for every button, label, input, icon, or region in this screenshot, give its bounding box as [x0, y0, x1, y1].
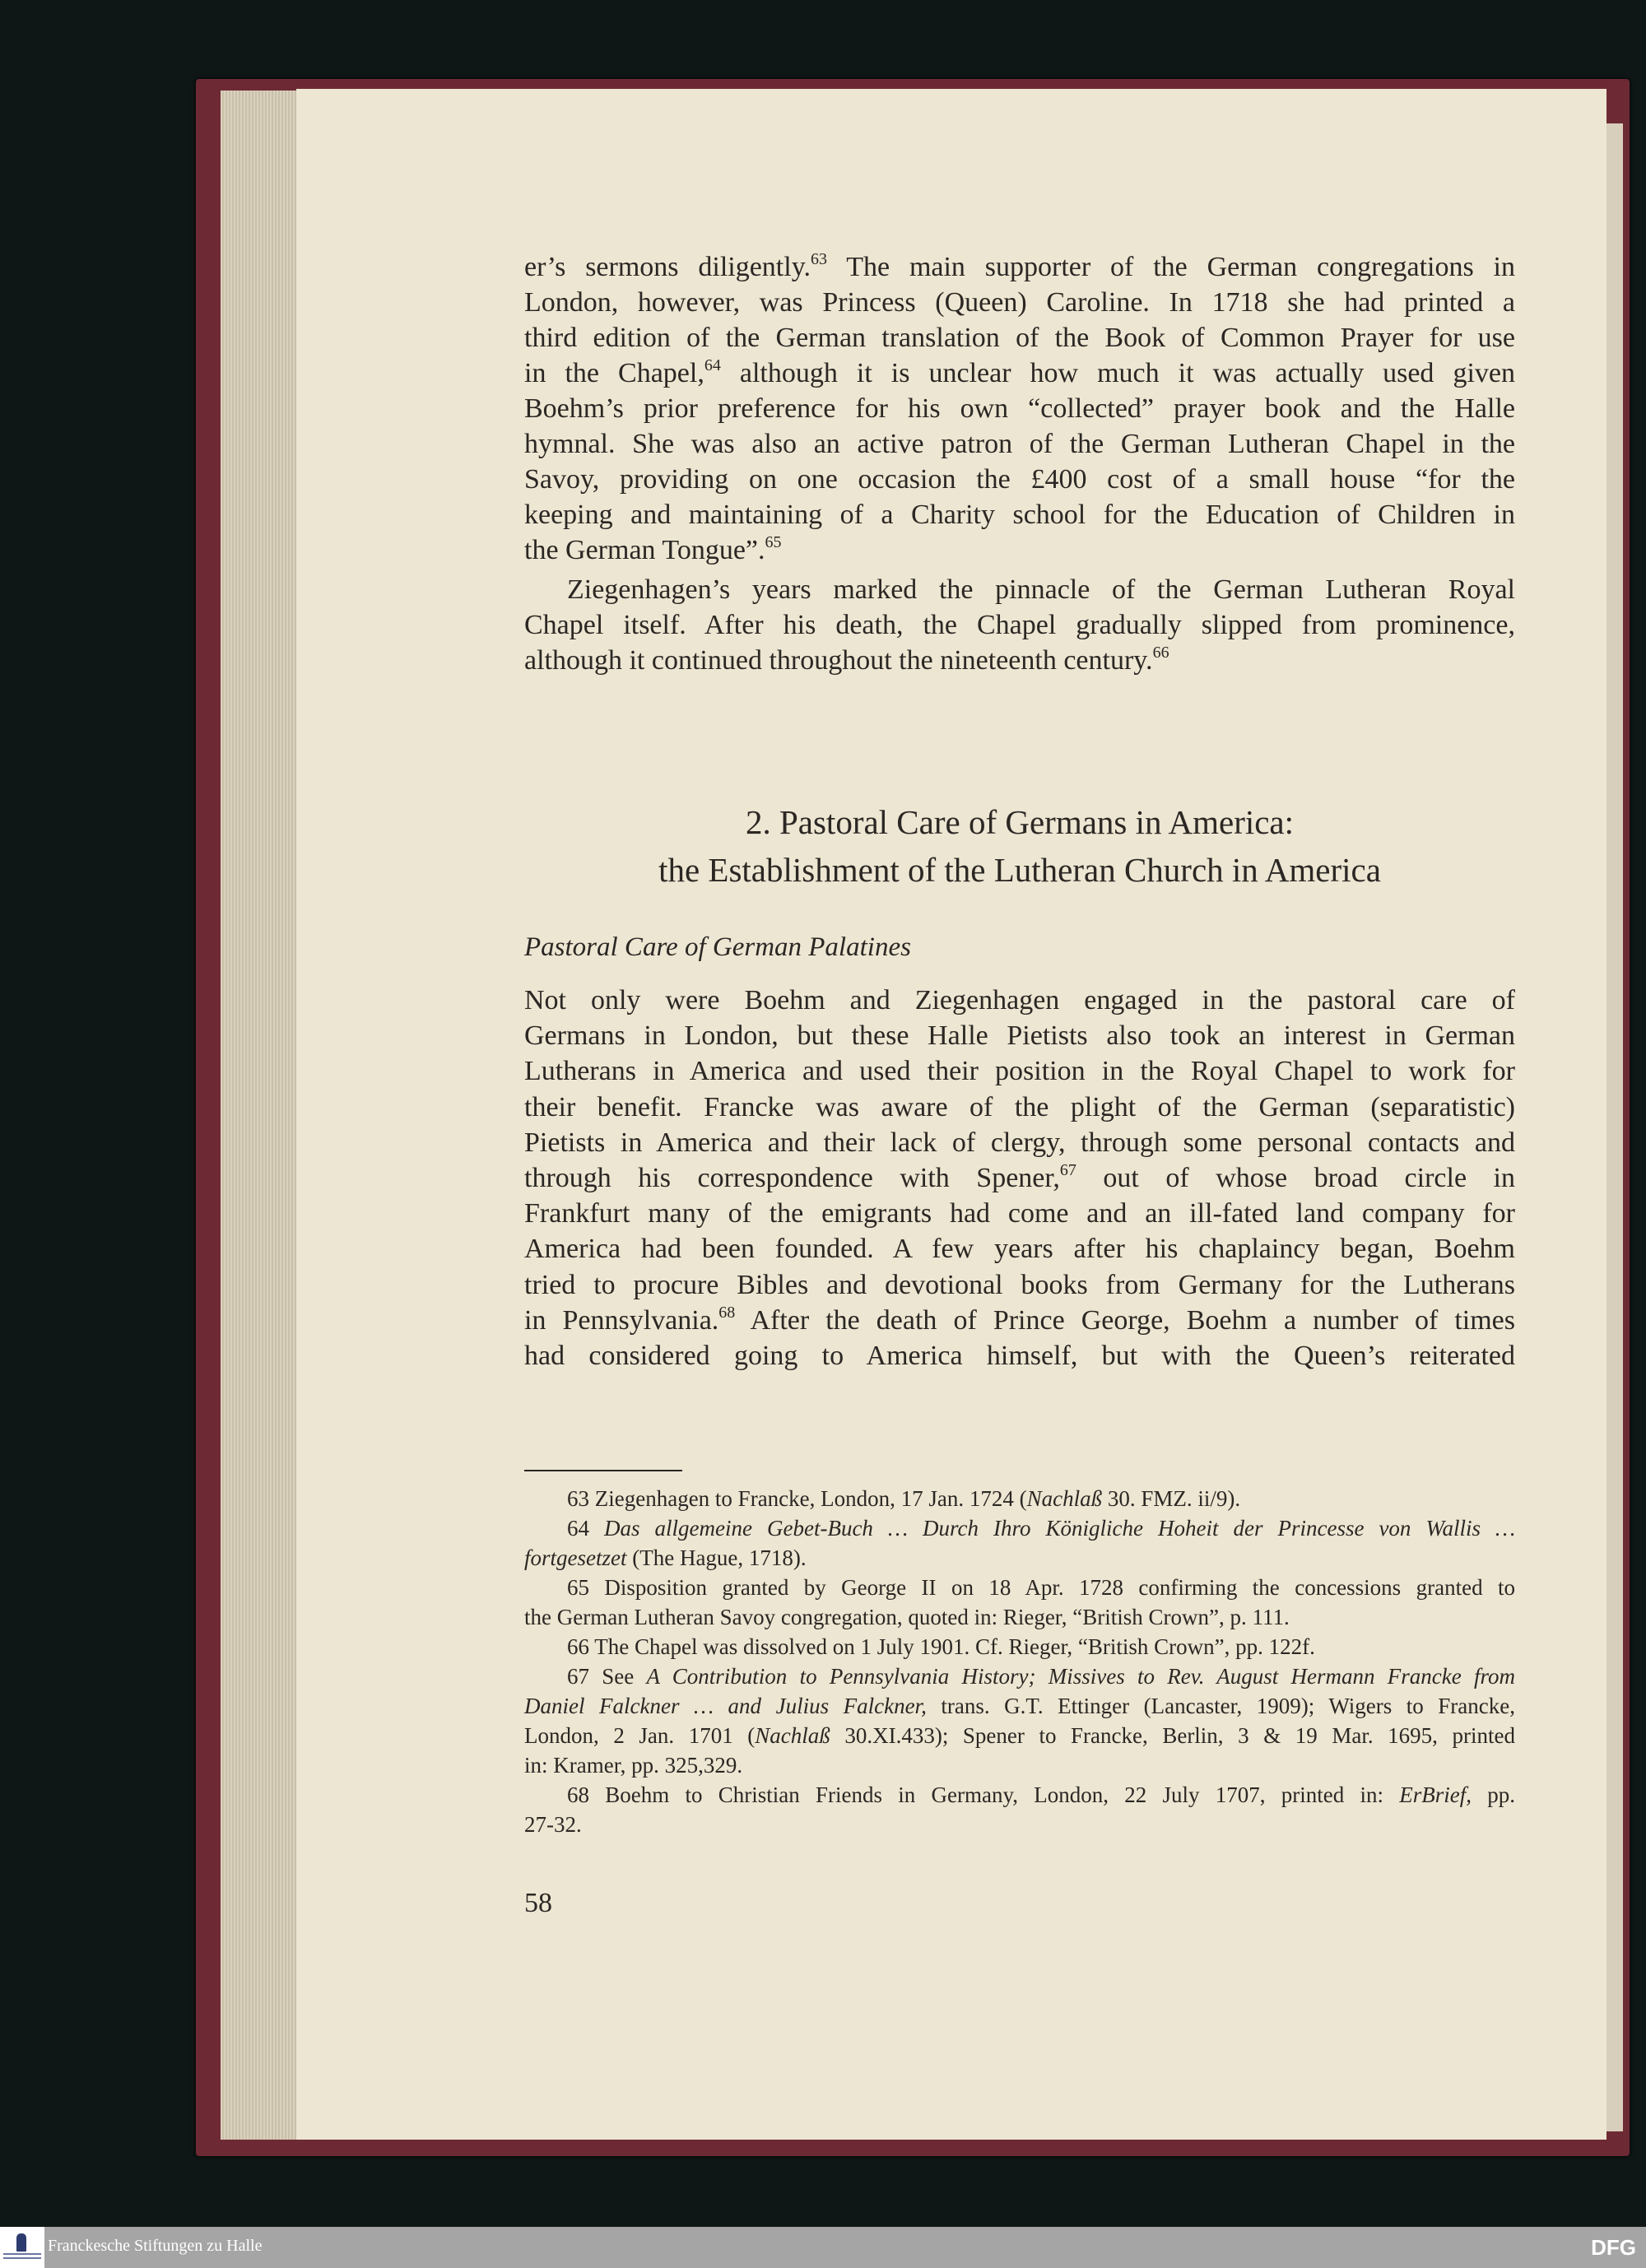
text-segment: in the Chapel,: [524, 358, 704, 388]
text-segment: although it is unclear how much it was actually used given: [720, 358, 1515, 388]
page-number: 58: [524, 1888, 552, 1918]
text-segment: Daniel Falckner … and Julius Falckner,: [524, 1694, 927, 1718]
text-segment: A Contribution to Pennsylvania History; Missives to Rev. August Hermann Francke from: [646, 1664, 1516, 1689]
text-segment: Das allgemeine Gebet-Buch … Durch Ihro Königliche Hoheit der Princesse von Wallis …: [604, 1516, 1515, 1541]
text-segment: 30. FMZ. ii/9).: [1102, 1486, 1241, 1511]
footnote-line: [524, 1693, 1515, 1719]
footnote-line: [524, 1604, 1515, 1630]
text-segment: Not only were Boehm and Ziegenhagen engaged in the pastoral care of: [524, 985, 1515, 1015]
section-heading-line-2: the Establishment of the Lutheran Church in America: [658, 851, 1381, 889]
text-segment: (The Hague, 1718).: [626, 1545, 807, 1570]
text-segment: ErBrief,: [1399, 1782, 1472, 1807]
footnote-ref: 66: [1152, 644, 1169, 662]
footnote-ref: 64: [704, 356, 721, 374]
text-segment: 66 The Chapel was dissolved on 1 July 1901. Cf. Rieger, “British Crown”, pp. 122f.: [567, 1634, 1315, 1659]
dfg-logo: DFG: [1591, 2235, 1636, 2260]
text-line: [524, 1269, 1515, 1302]
footnote-line: [524, 1782, 1515, 1808]
text-segment: Savoy, providing on one occasion the £400 cost of a small house “for the: [524, 464, 1515, 495]
text-line: [524, 984, 1515, 1017]
text-segment: 67 See: [567, 1664, 647, 1689]
text-line: [524, 644, 1515, 677]
text-segment: Pietists in America and their lack of clergy, through some personal contacts and: [524, 1127, 1515, 1158]
text-segment: London, 2 Jan. 1701 (: [524, 1723, 756, 1748]
text-segment: America had been founded. A few years after his chaplaincy began, Boehm: [524, 1234, 1515, 1265]
text-segment: tried to procure Bibles and devotional books from Germany for the Lutherans: [524, 1269, 1515, 1300]
footnote-line: [524, 1634, 1515, 1660]
footnote-line: [524, 1515, 1515, 1541]
section-heading-line-1: 2. Pastoral Care of Germans in America:: [745, 803, 1295, 841]
text-line: [524, 1197, 1515, 1230]
footnote-line: [524, 1545, 1515, 1571]
footnote-line: [524, 1811, 1515, 1838]
text-segment: 30.XI.433); Spener to Francke, Berlin, 3 & 19 Mar. 1695, printed: [830, 1723, 1515, 1748]
text-line: [524, 609, 1515, 642]
footnote-rule: [524, 1470, 682, 1471]
text-line: [524, 428, 1515, 461]
footnote-line: [524, 1752, 1515, 1778]
text-line: [524, 1020, 1515, 1053]
text-segment: 64: [567, 1516, 605, 1541]
text-segment: had considered going to America himself, but with the Queen’s reiterated: [524, 1341, 1515, 1371]
text-segment: the German Lutheran Savoy congregation, quoted in: Rieger, “British Crown”, p. 111.: [524, 1605, 1290, 1629]
text-segment: out of whose broad circle in: [1076, 1163, 1515, 1193]
text-segment: their benefit. Francke was aware of the plight of the German (separatistic): [524, 1091, 1515, 1122]
text-segment: After the death of Prince George, Boehm a number of times: [735, 1304, 1515, 1336]
text-segment: er’s sermons diligently.: [524, 252, 811, 282]
text-line: [524, 1304, 1515, 1337]
footnote-ref: 67: [1059, 1161, 1076, 1179]
text-line: [524, 1091, 1515, 1124]
text-segment: Nachlaß: [755, 1723, 830, 1748]
text-line: [524, 1127, 1515, 1160]
text-segment: the German Tongue”.: [524, 535, 765, 565]
text-segment: pp.: [1472, 1782, 1516, 1807]
text-segment: trans. G.T. Ettinger (Lancaster, 1909); Wigers to Francke,: [926, 1694, 1515, 1718]
text-segment: hymnal. She was also an active patron of the German Lutheran Chapel in the: [524, 429, 1515, 459]
footnote-ref: 68: [718, 1303, 736, 1322]
text-line: [524, 286, 1515, 319]
text-segment: fortgesetzet: [524, 1545, 627, 1570]
footnote-line: [524, 1574, 1515, 1601]
text-line: [524, 393, 1515, 425]
text-line: [524, 357, 1515, 390]
text-line: [524, 1162, 1515, 1195]
text-line: [524, 499, 1515, 532]
text-segment: Boehm’s prior preference for his own “collected” prayer book and the Halle: [524, 393, 1515, 424]
text-segment: Germans in London, but these Halle Pietists also took an interest in German: [524, 1020, 1515, 1052]
page-edge-right: [1606, 123, 1623, 2131]
text-line: [524, 251, 1515, 284]
page-edges: [221, 91, 303, 2140]
text-segment: third edition of the German translation of the Book of Common Prayer for use: [524, 323, 1515, 353]
text-segment: in Pennsylvania.: [524, 1304, 719, 1336]
text-line: [524, 463, 1515, 496]
footnote-ref: 65: [765, 533, 782, 551]
footnote-line: [524, 1722, 1515, 1749]
text-line: [524, 322, 1515, 355]
text-line: [524, 1233, 1515, 1266]
footnote-ref: 63: [811, 250, 827, 268]
institution-logo[interactable]: [0, 2227, 44, 2268]
text-line: [524, 1340, 1515, 1373]
text-segment: although it continued throughout the nineteenth century.: [524, 645, 1153, 676]
text-segment: The main supporter of the German congregations in: [827, 252, 1515, 282]
text-segment: in: Kramer, pp. 325,329.: [524, 1753, 743, 1778]
footnote-line: [524, 1485, 1515, 1512]
text-line: [524, 574, 1515, 607]
text-segment: 65 Disposition granted by George II on 18 Apr. 1728 confirming the concessions granted to: [567, 1575, 1515, 1600]
footnote-line: [524, 1663, 1515, 1689]
text-segment: keeping and maintaining of a Charity school for the Education of Children in: [524, 500, 1515, 530]
text-segment: Nachlaß: [1026, 1486, 1103, 1511]
text-segment: through his correspondence with Spener,: [524, 1163, 1060, 1193]
text-segment: London, however, was Princess (Queen) Caroline. In 1718 she had printed a: [524, 287, 1515, 318]
text-line: [524, 534, 1515, 567]
institution-name: Franckesche Stiftungen zu Halle: [48, 2237, 263, 2255]
text-line: [524, 1055, 1515, 1088]
text-segment: 68 Boehm to Christian Friends in Germany, London, 22 July 1707, printed in:: [567, 1782, 1400, 1807]
text-segment: Lutherans in America and used their position in the Royal Chapel to work for: [524, 1056, 1515, 1087]
text-segment: 63 Ziegenhagen to Francke, London, 17 Jan. 1724 (: [567, 1486, 1027, 1511]
subheading: Pastoral Care of German Palatines: [524, 932, 911, 962]
viewer-footer: [0, 2227, 1646, 2268]
text-segment: Frankfurt many of the emigrants had come and an ill-fated land company for: [524, 1198, 1515, 1229]
text-segment: Ziegenhagen’s years marked the pinnacle of the German Lutheran Royal: [567, 574, 1515, 605]
text-segment: Chapel itself. After his death, the Chapel gradually slipped from prominence,: [524, 610, 1515, 640]
text-segment: 27-32.: [524, 1812, 582, 1837]
